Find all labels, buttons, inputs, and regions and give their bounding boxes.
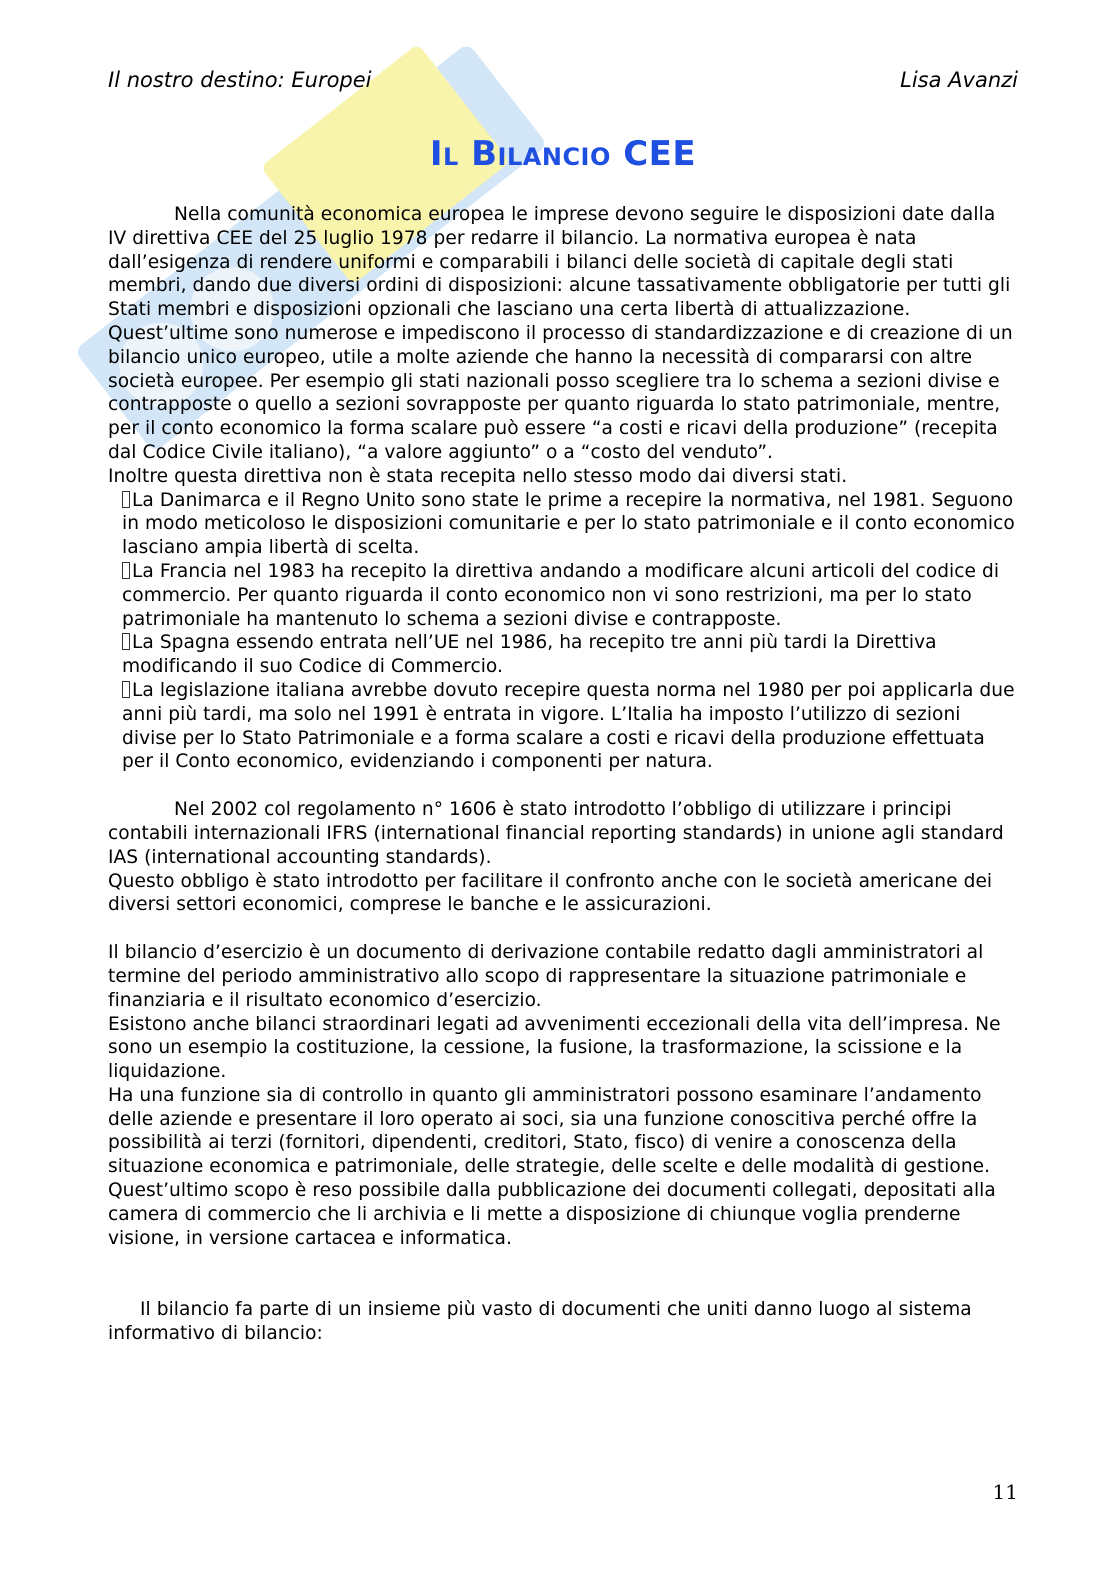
paragraph-information-system: Il bilancio fa parte di un insieme più vasto di documenti che uniti danno luogo al sistema informativo di bilancio:	[108, 1299, 972, 1345]
page-number: 11	[992, 1480, 1018, 1504]
bullet-text: La Danimarca e il Regno Unito sono state le prime a recepire la normativa, nel 1981. Seguono in modo meticoloso le disposizioni comunitarie e per lo stato patrimoniale e il conto economico lasciano ampia libertà di scelta.	[122, 489, 1015, 559]
paragraph-functions: Ha una funzione sia di controllo in quanto gli amministratori possono esaminare l’andamento delle aziende e presentare il loro operato ai soci, sia una funzione conoscitiva perché offre la possibilità ai terzi (fornitori, dipendenti, creditori, Stato, fisco) di venire a conoscenza della situazione economica e patrimoniale, delle strategie, delle scelte e delle modalità di gestione. Quest’ultimo scopo è reso possibile dalla pubblicazione dei documenti collegati, depositati alla camera di commercio che li archivia e li mette a disposizione di chiunque voglia prenderne visione, in versione cartacea e informatica.	[108, 1084, 996, 1249]
bullet-text: La Francia nel 1983 ha recepito la direttiva andando a modificare alcuni articoli del codice di commercio. Per quanto riguarda il conto economico non vi sono restrizioni, ma per lo stato patrimoniale ha mantenuto lo schema a sezioni divise e contrapposte.	[122, 560, 1000, 630]
bullet-marker-icon	[122, 491, 130, 508]
header-author: Lisa Avanzi	[900, 68, 1018, 92]
document-body	[108, 203, 1018, 1346]
bullet-item-france	[108, 560, 1018, 631]
paragraph-directive-intro: Nella comunità economica europea le imprese devono seguire le disposizioni date dalla IV direttiva CEE del 25 luglio 1978 per redarre il bilancio. La normativa europea è nata dall’esigenza di rendere uniformi e comparabili i bilanci delle società di capitale degli stati membri, dando due diversi ordini di disposizioni: alcune tassativamente obbligatorie per tutti gli Stati membri e disposizioni opzionali che lasciano una certa libertà di attualizzazione. Quest’ultime sono numerose e impediscono il processo di standardizzazione e di creazione di un bilancio unico europeo, utile a molte aziende che hanno la necessità di compararsi con altre società europee. Per esempio gli stati nazionali posso scegliere tra lo schema a sezioni divise e contrapposte o quello a sezioni sovrapposte per quanto riguarda lo stato patrimoniale, mentre, per il conto economico la forma scalare può essere “a costi e ricavi della produzione” (recepita dal Codice Civile italiano), “a valore aggiunto” o a “costo del venduto”.	[108, 204, 1013, 463]
chapter-title: Il Bilancio CEE	[429, 134, 697, 174]
paragraph-regulation-2002: Nel 2002 col regolamento n° 1606 è stato introdotto l’obbligo di utilizzare i principi contabili internazionali IFRS (international financial reporting standards) in unione agli standard IAS (international accounting standards).	[108, 799, 1004, 868]
paragraph-adoption: Inoltre questa direttiva non è stata recepita nello stesso modo dai diversi stati.	[108, 465, 848, 487]
paragraph-extraordinary: Esistono anche bilanci straordinari legati ad avvenimenti eccezionali della vita dell’impresa. Ne sono un esempio la costituzione, la cessione, la fusione, la trasformazione, la scissione e la liquidazione.	[108, 1013, 1001, 1083]
paragraph-definition: Il bilancio d’esercizio è un documento di derivazione contabile redatto dagli amministratori al termine del periodo amministrativo allo scopo di rappresentare la situazione patrimoniale e finanziaria e il risultato economico d’esercizio.	[108, 942, 984, 1011]
header-book-title: Il nostro destino: Europei	[108, 68, 372, 92]
bullet-marker-icon	[122, 633, 130, 650]
bullet-item-italy	[108, 679, 1018, 774]
bullet-text: La legislazione italiana avrebbe dovuto recepire questa norma nel 1980 per poi applicarla due anni più tardi, ma solo nel 1991 è entrata in vigore. L’Italia ha imposto l’utilizzo di sezioni divise per lo Stato Patrimoniale e a forma scalare a costi e ricavi della produzione effettuata per il Conto economico, evidenziando i componenti per natura.	[122, 679, 1015, 773]
bullet-item-denmark-uk	[108, 489, 1018, 560]
bullet-marker-icon	[122, 562, 130, 579]
bullet-text: La Spagna essendo entrata nell’UE nel 1986, ha recepito tre anni più tardi la Direttiva modificando il suo Codice di Commercio.	[122, 632, 937, 678]
bullet-marker-icon	[122, 681, 130, 698]
document-page	[108, 0, 1018, 1579]
bullet-item-spain	[108, 631, 1018, 679]
paragraph-obligation: Questo obbligo è stato introdotto per facilitare il confronto anche con le società americane dei diversi settori economici, comprese le banche e le assicurazioni.	[108, 870, 993, 916]
